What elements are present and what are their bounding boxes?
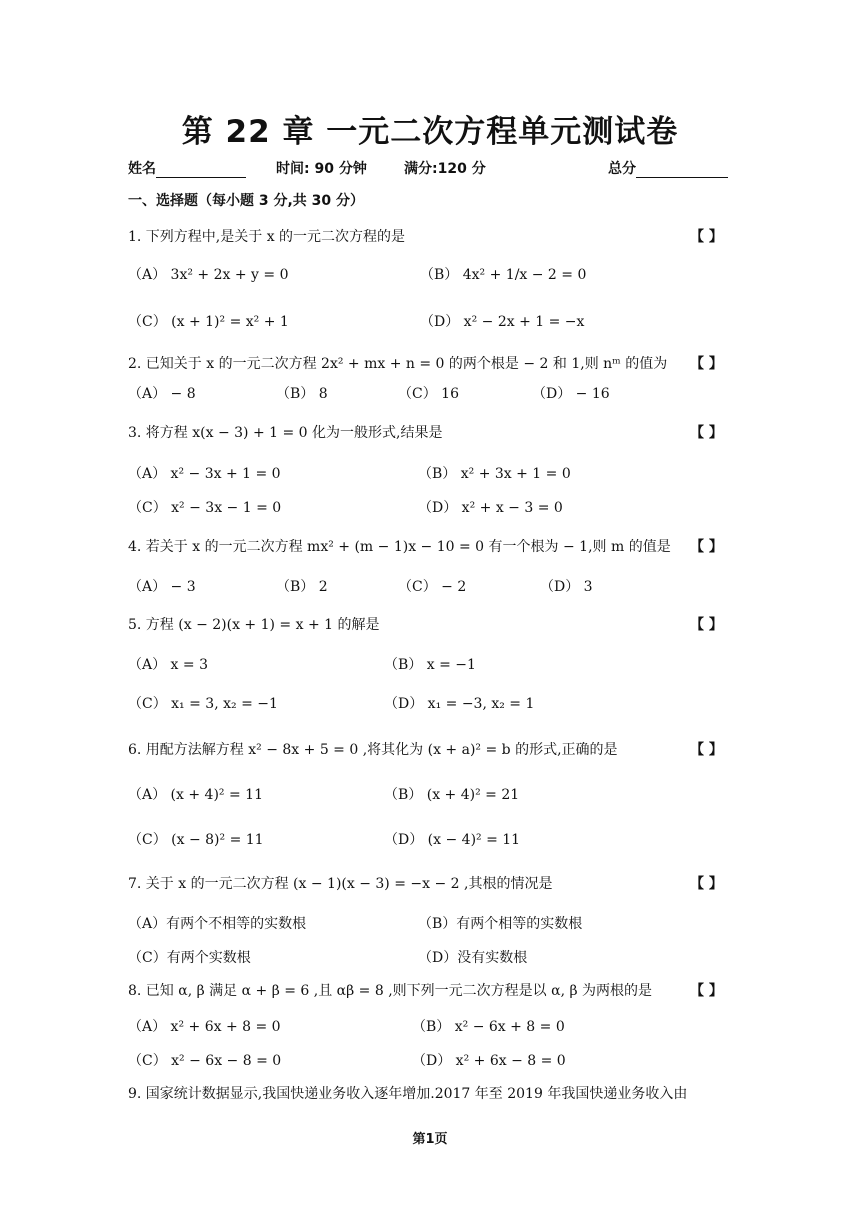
- option-c: （C）有两个实数根: [128, 950, 251, 966]
- option-b: （B）有两个相等的实数根: [418, 916, 583, 932]
- answer-bracket: 【 】: [690, 539, 723, 555]
- question-stem: 3. 将方程 x(x − 3) + 1 = 0 化为一般形式,结果是: [128, 425, 443, 441]
- option-c: （C） (x − 8)² = 11: [128, 832, 264, 848]
- name-blank: [156, 161, 246, 178]
- name-label: 姓名: [128, 161, 156, 177]
- option-c: （C） − 2: [398, 579, 467, 595]
- answer-bracket: 【 】: [690, 617, 723, 633]
- option-d: （D）没有实数根: [418, 950, 528, 966]
- question-stem: 6. 用配方法解方程 x² − 8x + 5 = 0 ,将其化为 (x + a)² = b 的形式,正确的是: [128, 742, 618, 758]
- option-d: （D） x² + x − 3 = 0: [418, 500, 563, 516]
- option-a: （A） x = 3: [128, 657, 208, 673]
- option-a: （A） (x + 4)² = 11: [128, 787, 263, 803]
- question-stem: 7. 关于 x 的一元二次方程 (x − 1)(x − 3) = −x − 2 ,其根的情况是: [128, 876, 553, 892]
- option-a: （A） − 8: [128, 386, 196, 402]
- option-a: （A） 3x² + 2x + y = 0: [128, 267, 289, 283]
- option-c: （C） (x + 1)² = x² + 1: [128, 314, 289, 330]
- question-stem: 1. 下列方程中,是关于 x 的一元二次方程的是: [128, 229, 406, 245]
- option-b: （B） 2: [276, 579, 328, 595]
- question-stem: 9. 国家统计数据显示,我国快递业务收入逐年增加.2017 年至 2019 年我国快递业务收入由: [128, 1086, 688, 1102]
- question-stem: 8. 已知 α, β 满足 α + β = 6 ,且 αβ = 8 ,则下列一元二次方程是以 α, β 为两根的是: [128, 983, 653, 999]
- option-c: （C） x₁ = 3, x₂ = −1: [128, 696, 278, 712]
- page-title: 第 22 章 一元二次方程单元测试卷: [181, 114, 679, 150]
- option-d: （D） − 16: [532, 386, 610, 402]
- answer-bracket: 【 】: [690, 425, 723, 441]
- option-d: （D） 3: [540, 579, 593, 595]
- option-c: （C） x² − 6x − 8 = 0: [128, 1053, 282, 1069]
- option-a: （A） x² + 6x + 8 = 0: [128, 1019, 281, 1035]
- option-b: （B） x = −1: [384, 657, 476, 673]
- option-a: （A） − 3: [128, 579, 196, 595]
- option-d: （D） x² − 2x + 1 = −x: [420, 314, 585, 330]
- question-stem: 2. 已知关于 x 的一元二次方程 2x² + mx + n = 0 的两个根是 − 2 和 1,则 nᵐ 的值为: [128, 356, 668, 372]
- time-label: 时间: 90 分钟: [276, 161, 367, 177]
- question-stem: 5. 方程 (x − 2)(x + 1) = x + 1 的解是: [128, 617, 380, 633]
- name-field: [128, 158, 246, 178]
- answer-bracket: 【 】: [690, 742, 723, 758]
- option-d: （D） x² + 6x − 8 = 0: [412, 1053, 566, 1069]
- option-c: （C） 16: [398, 386, 459, 402]
- option-b: （B） 4x² + 1/x − 2 = 0: [420, 267, 587, 283]
- page-number: 第1页: [412, 1132, 448, 1147]
- option-a: （A） x² − 3x + 1 = 0: [128, 466, 281, 482]
- answer-bracket: 【 】: [690, 356, 723, 372]
- full-score-label: 满分:120 分: [404, 161, 486, 177]
- option-d: （D） (x − 4)² = 11: [384, 832, 521, 848]
- question-stem: 4. 若关于 x 的一元二次方程 mx² + (m − 1)x − 10 = 0 有一个根为 − 1,则 m 的值是: [128, 539, 671, 555]
- answer-bracket: 【 】: [690, 876, 723, 892]
- answer-bracket: 【 】: [690, 229, 723, 245]
- total-label: 总分: [608, 161, 636, 177]
- option-a: （A）有两个不相等的实数根: [128, 916, 307, 932]
- section-heading: 一、选择题（每小题 3 分,共 30 分）: [128, 193, 365, 209]
- option-d: （D） x₁ = −3, x₂ = 1: [384, 696, 535, 712]
- option-b: （B） (x + 4)² = 21: [384, 787, 520, 803]
- option-b: （B） x² − 6x + 8 = 0: [412, 1019, 565, 1035]
- total-blank: [636, 161, 728, 178]
- option-c: （C） x² − 3x − 1 = 0: [128, 500, 282, 516]
- option-b: （B） 8: [276, 386, 328, 402]
- answer-bracket: 【 】: [690, 983, 723, 999]
- total-field: [608, 158, 728, 178]
- option-b: （B） x² + 3x + 1 = 0: [418, 466, 571, 482]
